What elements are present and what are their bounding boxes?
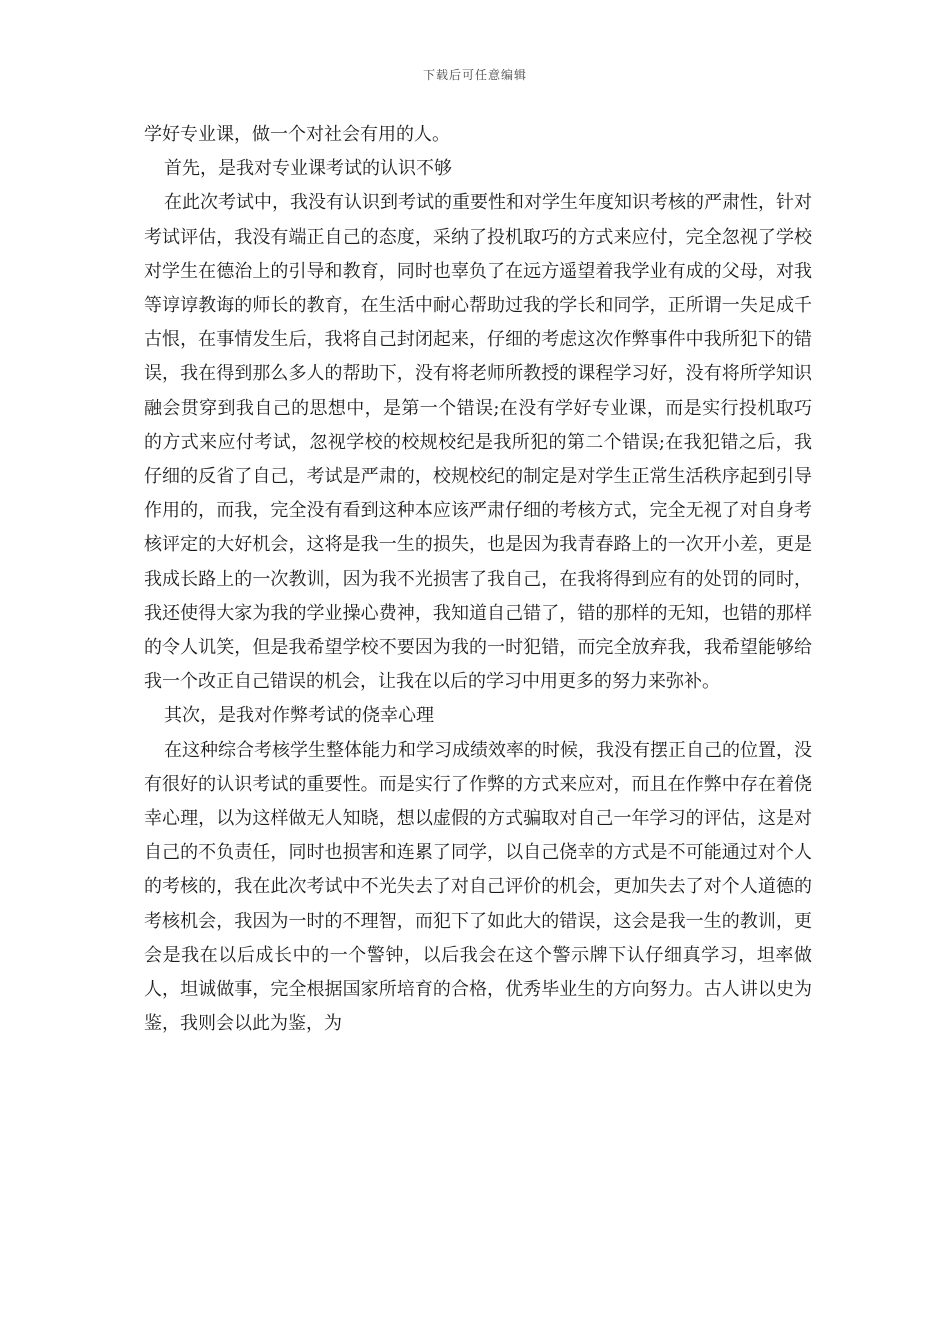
document-body [144,118,812,1041]
paragraph-2: 在此次考试中，我没有认识到考试的重要性和对学生年度知识考核的严肃性，针对考试评估，我没有端正自己的态度，采纳了投机取巧的方式来应付，完全忽视了学校对学生在德治上的引导和教育，同时也辜负了在远方遥望着我学业有成的父母，对我等谆谆教诲的师长的教育，在生活中耐心帮助过我的学长和同学，正所谓一失足成千古恨，在事情发生后，我将自己封闭起来，仔细的考虑这次作弊事件中我所犯下的错误，我在得到那么多人的帮助下，没有将老师所教授的课程学习好，没有将所学知识融会贯穿到我自己的思想中，是第一个错误;在没有学好专业课，而是实行投机取巧的方式来应付考试，忽视学校的校规校纪是我所犯的第二个错误;在我犯错之后，我仔细的反省了自己，考试是严肃的，校规校纪的制定是对学生正常生活秩序起到引导作用的，而我，完全没有看到这种本应该严肃仔细的考核方式，完全无视了对自身考核评定的大好机会，这将是我一生的损失，也是因为我青春路上的一次开小差，更是我成长路上的一次教训，因为我不光损害了我自己，在我将得到应有的处罚的同时，我还使得大家为我的学业操心费神，我知道自己错了，错的那样的无知，也错的那样的令人讥笑，但是我希望学校不要因为我的一时犯错，而完全放弃我，我希望能够给我一个改正自己错误的机会，让我在以后的学习中用更多的努力来弥补。 [144,192,812,693]
page-header: 下载后可任意编辑 [422,68,527,82]
paragraph-1: 学好专业课，做一个对社会有用的人。 [144,124,450,145]
section-heading-2: 其次，是我对作弊考试的侥幸心理 [164,705,434,727]
section-heading-1: 首先，是我对专业课考试的认识不够 [164,158,452,180]
paragraph-3: 在这种综合考核学生整体能力和学习成绩效率的时候，我没有摆正自己的位置，没有很好的认识考试的重要性。而是实行了作弊的方式来应对，而且在作弊中存在着侥幸心理，以为这样做无人知晓，想以虚假的方式骗取对自己一年学习的评估，这是对自己的不负责任，同时也损害和连累了同学，以自己侥幸的方式是不可能通过对个人的考核的，我在此次考试中不光失去了对自己评价的机会，更加失去了对个人道德的考核机会，我因为一时的不理智，而犯下了如此大的错误，这会是我一生的教训，更会是我在以后成长中的一个警钟，以后我会在这个警示牌下认仔细真学习，坦率做人，坦诚做事，完全根据国家所培育的合格，优秀毕业生的方向努力。古人讲以史为鉴，我则会以此为鉴，为 [144,739,812,1035]
